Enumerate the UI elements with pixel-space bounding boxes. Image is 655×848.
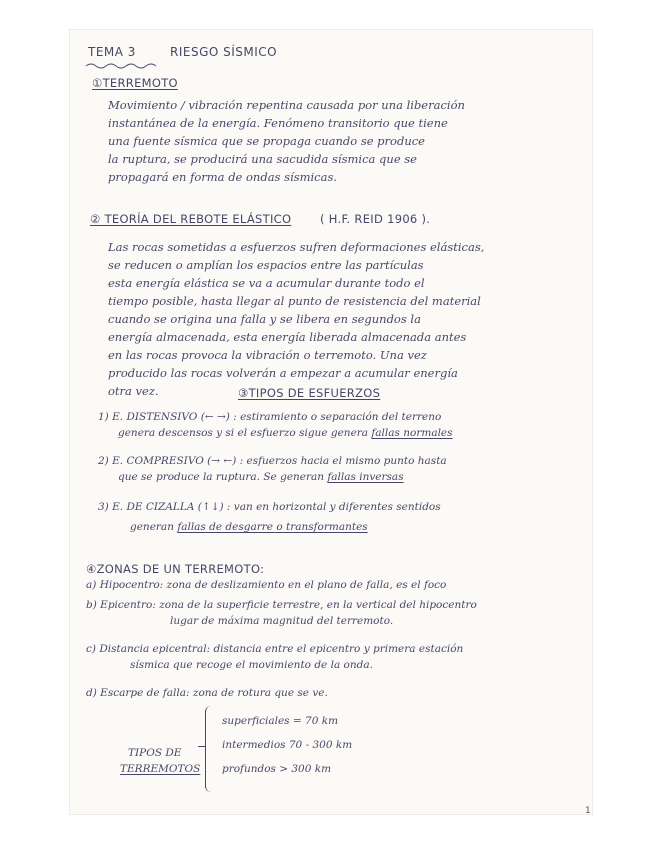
zona-a: a) Hipocentro: zona de deslizamiento en el plano de falla, es el foco (86, 579, 447, 591)
zona-b-line-2: lugar de máxima magnitud del terremoto. (170, 615, 394, 627)
esfuerzo-1-text: genera descensos y si el esfuerzo sigue genera (118, 427, 369, 439)
page-number: 1 (585, 806, 591, 816)
section2-line-6: energía almacenada, esta energía liberada almacenada antes (108, 330, 467, 344)
esfuerzo-2-line-1: 2) E. COMPRESIVO (→ ←) : esfuerzos hacia el mismo punto hasta (98, 455, 447, 467)
section1-line-4: la ruptura, se producirá una sacudida sísmica que se (108, 152, 417, 166)
section1-line-3: una fuente sísmica que se propaga cuando se produce (108, 134, 425, 148)
section2-line-9: otra vez. (108, 384, 159, 398)
section2-line-3: esta energía elástica se va a acumular durante todo el (108, 276, 425, 290)
esfuerzo-3-line-2 (130, 522, 368, 533)
section2-reference: ( H.F. REID 1906 ). (320, 212, 431, 226)
tipo-profundos: profundos > 300 km (222, 763, 332, 775)
tipo-superficiales: superficiales = 70 km (222, 715, 339, 727)
section1-line-5: propagará en forma de ondas sísmicas. (108, 170, 338, 184)
tipos-terremotos-label-2: TERREMOTOS (120, 763, 201, 775)
fallas-desgarre: fallas de desgarre o transformantes (177, 521, 368, 533)
esfuerzo-3-text: generan (130, 521, 174, 533)
fallas-inversas: fallas inversas (327, 471, 404, 483)
section2-line-7: en las rocas provoca la vibración o terremoto. Una vez (108, 348, 427, 362)
zona-c-line-2: sísmica que recoge el movimiento de la onda. (130, 659, 373, 671)
zona-c-line-1: c) Distancia epicentral: distancia entre el epicentro y primera estación (86, 643, 464, 655)
zona-b-line-1: b) Epicentro: zona de la superficie terrestre, en la vertical del hipocentro (86, 599, 477, 611)
section2-line-4: tiempo posible, hasta llegar al punto de resistencia del material (108, 294, 481, 308)
tipos-terremotos-brace (205, 706, 216, 792)
section2-line-1: Las rocas sometidas a esfuerzos sufren deformaciones elásticas, (108, 240, 485, 254)
esfuerzo-2-text: que se produce la ruptura. Se generan (118, 471, 325, 483)
section1-heading: ①TERREMOTO (92, 76, 178, 90)
section2-line-2: se reducen o amplían los espacios entre las partículas (108, 258, 424, 272)
esfuerzo-1-line-1: 1) E. DISTENSIVO (← →) : estiramiento o separación del terreno (98, 411, 442, 423)
section1-line-1: Movimiento / vibración repentina causada por una liberación (108, 98, 465, 112)
section1-line-2: instantánea de la energía. Fenómeno transitorio que tiene (108, 116, 448, 130)
section2-line-5: cuando se origina una falla y se libera en segundos la (108, 312, 421, 326)
tipo-intermedios: intermedios 70 - 300 km (222, 739, 353, 751)
zona-d: d) Escarpe de falla: zona de rotura que se ve. (86, 687, 328, 699)
section4-heading: ④ZONAS DE UN TERREMOTO: (86, 562, 265, 576)
title-tema: TEMA 3 (88, 45, 136, 59)
esfuerzo-1-line-2 (118, 428, 453, 439)
title-riesgo: RIESGO SÍSMICO (170, 45, 278, 59)
title-underline-squiggle (84, 62, 164, 70)
esfuerzo-2-line-2 (118, 472, 404, 483)
tipos-terremotos-label-1: TIPOS DE (128, 747, 182, 759)
tipos-esfuerzos-heading: ③TIPOS DE ESFUERZOS (238, 386, 381, 400)
section2-heading: ② TEORÍA DEL REBOTE ELÁSTICO (90, 212, 292, 226)
section2-line-8: producido las rocas volverán a empezar a acumular energía (108, 366, 458, 380)
fallas-normales: fallas normales (371, 427, 453, 439)
esfuerzo-3-line-1: 3) E. DE CIZALLA (↑↓) : van en horizontal y diferentes sentidos (98, 501, 441, 513)
